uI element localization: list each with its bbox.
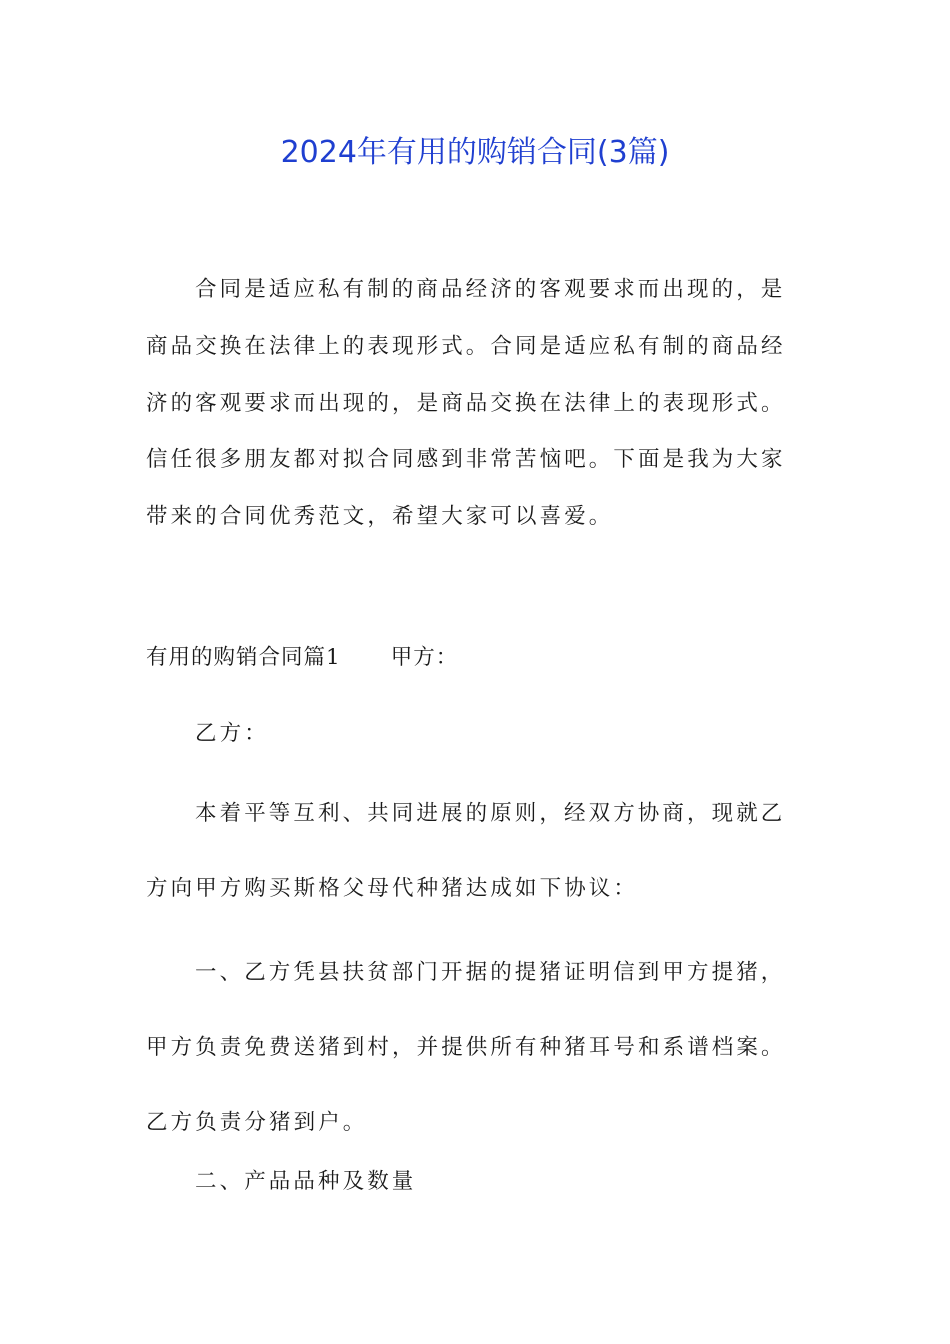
party-b-label: 乙方： (195, 721, 269, 746)
intro-paragraph: 合同是适应私有制的商品经济的客观要求而出现的，是商品交换在法律上的表现形式。合同是适应私有制的商品经济的客观要求而出现的，是商品交换在法律上的表现形式。信任很多朋友都对拟合同感到非常苦恼吧。下面是我为大家带来的合同优秀范文，希望大家可以喜爱。 (146, 277, 786, 530)
document-title: 2024年有用的购销合同(3篇) (280, 135, 670, 170)
section-heading-line (146, 638, 458, 678)
party-a-label: 甲方： (390, 645, 459, 670)
section-heading: 有用的购销合同篇1 (146, 645, 341, 670)
clause-1-paragraph: 一、乙方凭县扶贫部门开据的提猪证明信到甲方提猪，甲方负责免费送猪到村，并提供所有种猪耳号和系谱档案。乙方负责分猪到户。 (146, 960, 786, 1135)
clause-2-heading: 二、产品品种及数量 (195, 1169, 417, 1194)
principle-paragraph: 本着平等互利、共同进展的原则，经双方协商，现就乙方向甲方购买斯格父母代种猪达成如下协议： (146, 801, 786, 901)
